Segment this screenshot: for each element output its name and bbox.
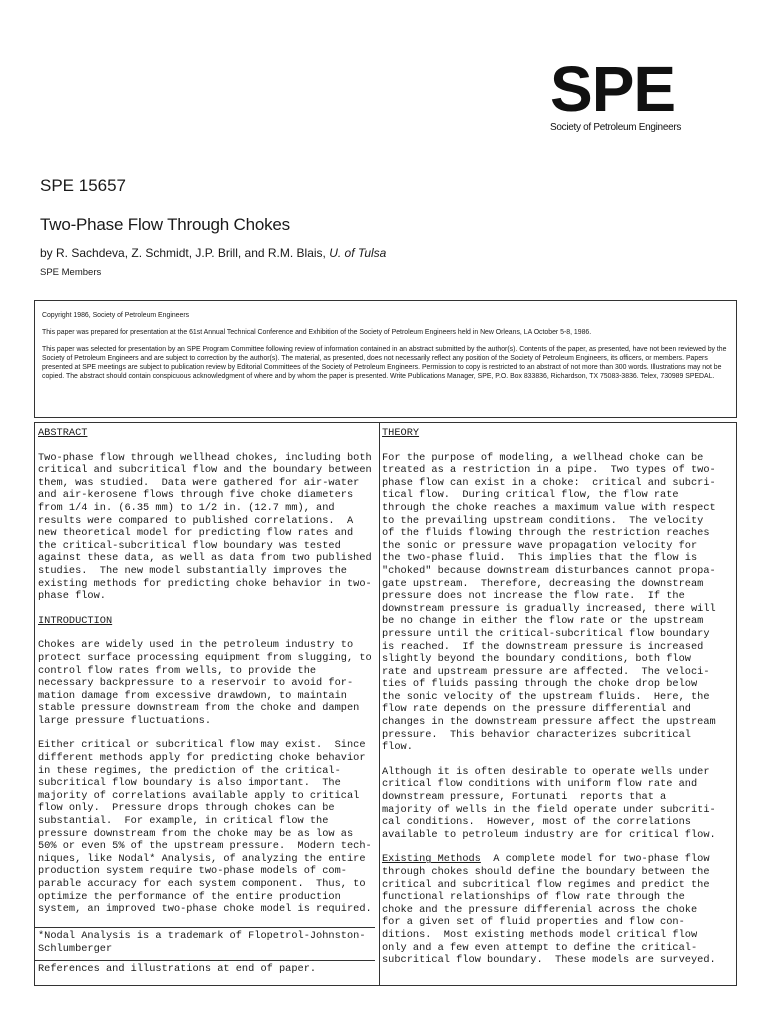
copyright-line: Copyright 1986, Society of Petroleum Engineers — [42, 312, 190, 319]
introduction-paragraph-1: Chokes are widely used in the petroleum industry to protect surface processing equipment from slugging, to control flow rates from wells, to provide the necessary backpressure to a reservoir to avoid for- mation damage from excessive drawdown, to maintain stable pressure downstream from the choke and dampen large pressure fluctuations. — [38, 639, 372, 727]
theory-heading: THEORY — [382, 427, 420, 439]
body-columns — [34, 422, 737, 986]
presentation-statement: This paper was prepared for presentation at the 61st Annual Technical Conference and Exhibition of the Society of Petroleum Engineers held in New Orleans, LA October 5-8, 1986. — [42, 329, 592, 336]
paper-title: Two-Phase Flow Through Chokes — [40, 215, 290, 234]
theory-paragraph-1: For the purpose of modeling, a wellhead choke can be treated as a restriction in a pipe. Two types of two- phase flow can exist in a choke: critical and subcri- tical flow. During critical flow, the flow rate through the choke reaches a maximum value with respect to the prevailing upstream conditions. The velocity of the fluids flowing through the restriction reaches the sonic or pressure wave propagation velocity for the two-phase fluid. This implies that the flow is "choked" because downstream disturbances cannot propa- gate upstream. Therefore, decreasing the downstream pressure does not increase the flow rate. If the downstream pressure is gradually increased, there will be no change in either the flow rate or the upstream pressure until the critical-subcritical flow boundary is reached. If the downstream pressure is increased slightly beyond the boundary conditions, both flow rate and upstream pressure are affected. The veloci- ties of fluids passing through the choke drop below the sonic velocity of the upstream fluids. Here, the flow rate depends on the pressure differential and changes in the downstream pressure affect the upstream pressure. This behavior characterizes subcritical flow. — [382, 451, 716, 754]
author-names: by R. Sachdeva, Z. Schmidt, J.P. Brill, and R.M. Blais, — [40, 246, 330, 260]
copyright-notice-box — [34, 300, 737, 418]
society-name: Society of Petroleum Engineers — [550, 122, 682, 133]
right-column — [382, 427, 734, 979]
paper-number: SPE 15657 — [40, 176, 127, 195]
introduction-paragraph-2: Either critical or subcritical flow may exist. Since different methods apply for predicting choke behavior in these regimes, the prediction of the critical- subcritical flow boundary is also important. The majority of correlations available apply to critical flow only. Pressure drops through chokes can be substantial. For example, in critical flow the pressure downstream from the choke may be as low as 50% or even 5% of the upstream pressure. Modern tech- niques, like Nodal* Analysis, of analyzing the entire production system require two-phase models of com- parable accuracy for each system component. Thus, to optimize the performance of the entire production system, an improved two-phase choke model is required. — [38, 739, 372, 916]
spe-members-label: SPE Members — [40, 267, 102, 278]
spe-logo-mark: SPE — [550, 53, 676, 125]
spe-logo — [550, 53, 710, 133]
author-byline — [40, 246, 386, 260]
references-note: References and illustrations at end of paper. — [35, 960, 375, 976]
abstract-text: Two-phase flow through wellhead chokes, including both critical and subcritical flow and the boundary between them, was studied. Data were gathered for air-water and air-kerosene flows through five choke diameters from 1/4 in. (6.35 mm) to 1/2 in. (12.7 mm), and results were compared to published correlations. A new theoretical model for predicting flow rates and the critical-subcritical flow boundary was tested against these data, as well as data from two published studies. The new model substantially improves the existing methods for predicting choke behavior in two- phase flow. — [38, 451, 372, 603]
trademark-footnote: *Nodal Analysis is a trademark of Flopetrol-Johnston- Schlumberger — [35, 927, 375, 955]
introduction-heading: INTRODUCTION — [38, 614, 113, 627]
abstract-heading: ABSTRACT — [38, 427, 88, 439]
column-divider — [379, 423, 380, 985]
left-column — [38, 427, 373, 928]
theory-paragraph-2: Although it is often desirable to operate wells under critical flow conditions with uniform flow rate and downstream pressure, Fortunati reports that a majority of wells in the field operate under subcriti- cal conditions. However, most of the correlations available to petroleum industry are for critical flow. — [382, 765, 716, 841]
existing-methods-paragraph — [382, 853, 734, 966]
author-affiliation: U. of Tulsa — [329, 246, 387, 260]
selection-statement: This paper was selected for presentation by an SPE Program Committee following review of information contained in an abstract submitted by the author(s). Contents of the paper, as presented, have not been reviewed by the Society of Petroleum Engineers and are subject to correction by the author(s). The material, as presented, does not necessarily reflect any position of the Society of Petroleum Engineers, its officers, or members. Papers presented at SPE meetings are subject to publication review by Editorial Committees of the Society of Petroleum Engineers. Permission to copy is restricted to an abstract of not more than 300 words. Illustrations may not be copied. The abstract should contain conspicuous acknowledgment of where and by whom the paper is presented. Write Publications Manager, SPE, P.O. Box 833836, Richardson, TX 75083-3836. Telex, 730989 SPEDAL. — [42, 346, 727, 380]
existing-methods-heading: Existing Methods — [382, 853, 481, 866]
existing-methods-text: A complete model for two-phase flow through chokes should define the boundary between the critical and subcritical flow regimes and predict the functional relationships of flow rate through the choke and the pressure differenial across the choke for a given set of fluid properties and flow con- ditions. Most existing methods model critical flow only and a few even attempt to define the critical- subcritical flow boundary. These models are surveyed. — [382, 853, 716, 967]
